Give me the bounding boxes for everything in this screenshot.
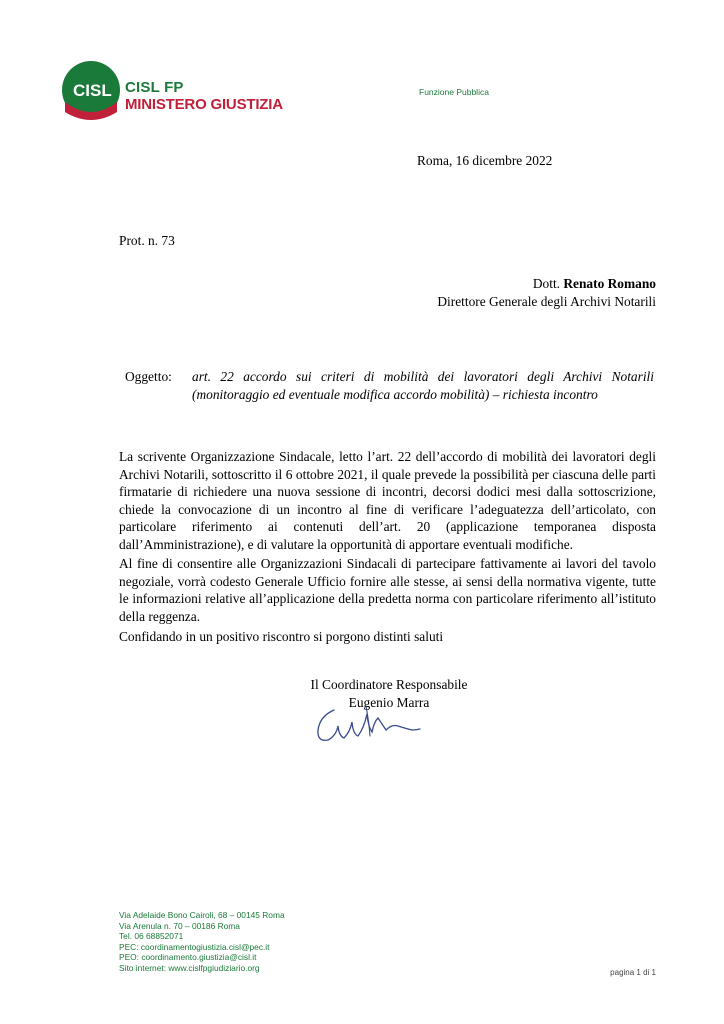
footer-line: PEO: coordinamento.giustizia@cisl.it <box>119 952 257 963</box>
page-number: pagina 1 di 1 <box>610 968 656 977</box>
footer-line: Tel. 06 68852071 <box>119 931 184 942</box>
logo-ministero-text: MINISTERO GIUSTIZIA <box>125 96 283 113</box>
place-date: Roma, 16 dicembre 2022 <box>417 153 553 168</box>
subject-label: Oggetto: <box>125 369 172 384</box>
handwritten-signature <box>312 702 424 752</box>
svg-text:CISL: CISL <box>73 81 112 100</box>
footer-line: Via Arenula n. 70 – 00186 Roma <box>119 920 240 931</box>
subject-text: art. 22 accordo sui criteri di mobilità dei lavoratori degli Archivi Notarili (monitoraggio ed eventuale modifica accordo mobilità) – richiesta incontro <box>192 369 654 402</box>
body-paragraph-1: La scrivente Organizzazione Sindacale, letto l’art. 22 dell’accordo di mobilità dei lavoratori degli Archivi Notarili, sottoscritto il 6 ottobre 2021, il quale prevede la possibilità per ciascuna delle parti firmatarie di richiedere una nuova sessione di incontri, decorsi dodici mesi dalla sottoscrizione, chiede la convocazione di un incontro al fine di verificare l’adeguatezza dell’articolato, con particolare riferimento ai contenuti dell’art. 20 (applicazione temporanea disposta dall’Amministrazione), e di valutare la opportunità di apportare eventuali modifiche. <box>119 449 656 552</box>
footer-line: PEC: coordinamentogiustizia.cisl@pec.it <box>119 941 270 952</box>
tagline: Funzione Pubblica <box>419 87 489 97</box>
footer-line: Sito internet: www.cislfpgiudiziario.org <box>119 962 260 973</box>
signer-name: Eugenio Marra <box>348 694 430 710</box>
recipient-block <box>437 275 656 310</box>
footer-contacts <box>119 910 285 974</box>
signer-title: Il Coordinatore Responsabile <box>310 677 468 692</box>
recipient-prefix: Dott. <box>532 276 564 291</box>
recipient-line <box>437 275 656 293</box>
closing-paragraph: Confidando in un positivo riscontro si porgono distinti saluti <box>119 629 444 644</box>
body-paragraph-2: Al fine di consentire alle Organizzazioni Sindacali di partecipare fattivamente ai lavori del tavolo negoziale, vorrà codesto Generale Ufficio fornire alle stesse, ai sensi della normativa vigente, tutte le informazioni relative all’applicazione della predetta norma con particolare riferimento all’istituto della reggenza. <box>119 556 656 624</box>
logo-fp-text: CISL FP <box>125 79 184 96</box>
signature-icon <box>312 702 424 752</box>
recipient-role: Direttore Generale degli Archivi Notarili <box>437 293 656 309</box>
protocol-number: Prot. n. 73 <box>119 233 175 248</box>
recipient-name: Renato Romano <box>563 276 656 291</box>
footer-line: Via Adelaide Bono Cairoli, 68 – 00145 Roma <box>119 910 285 920</box>
